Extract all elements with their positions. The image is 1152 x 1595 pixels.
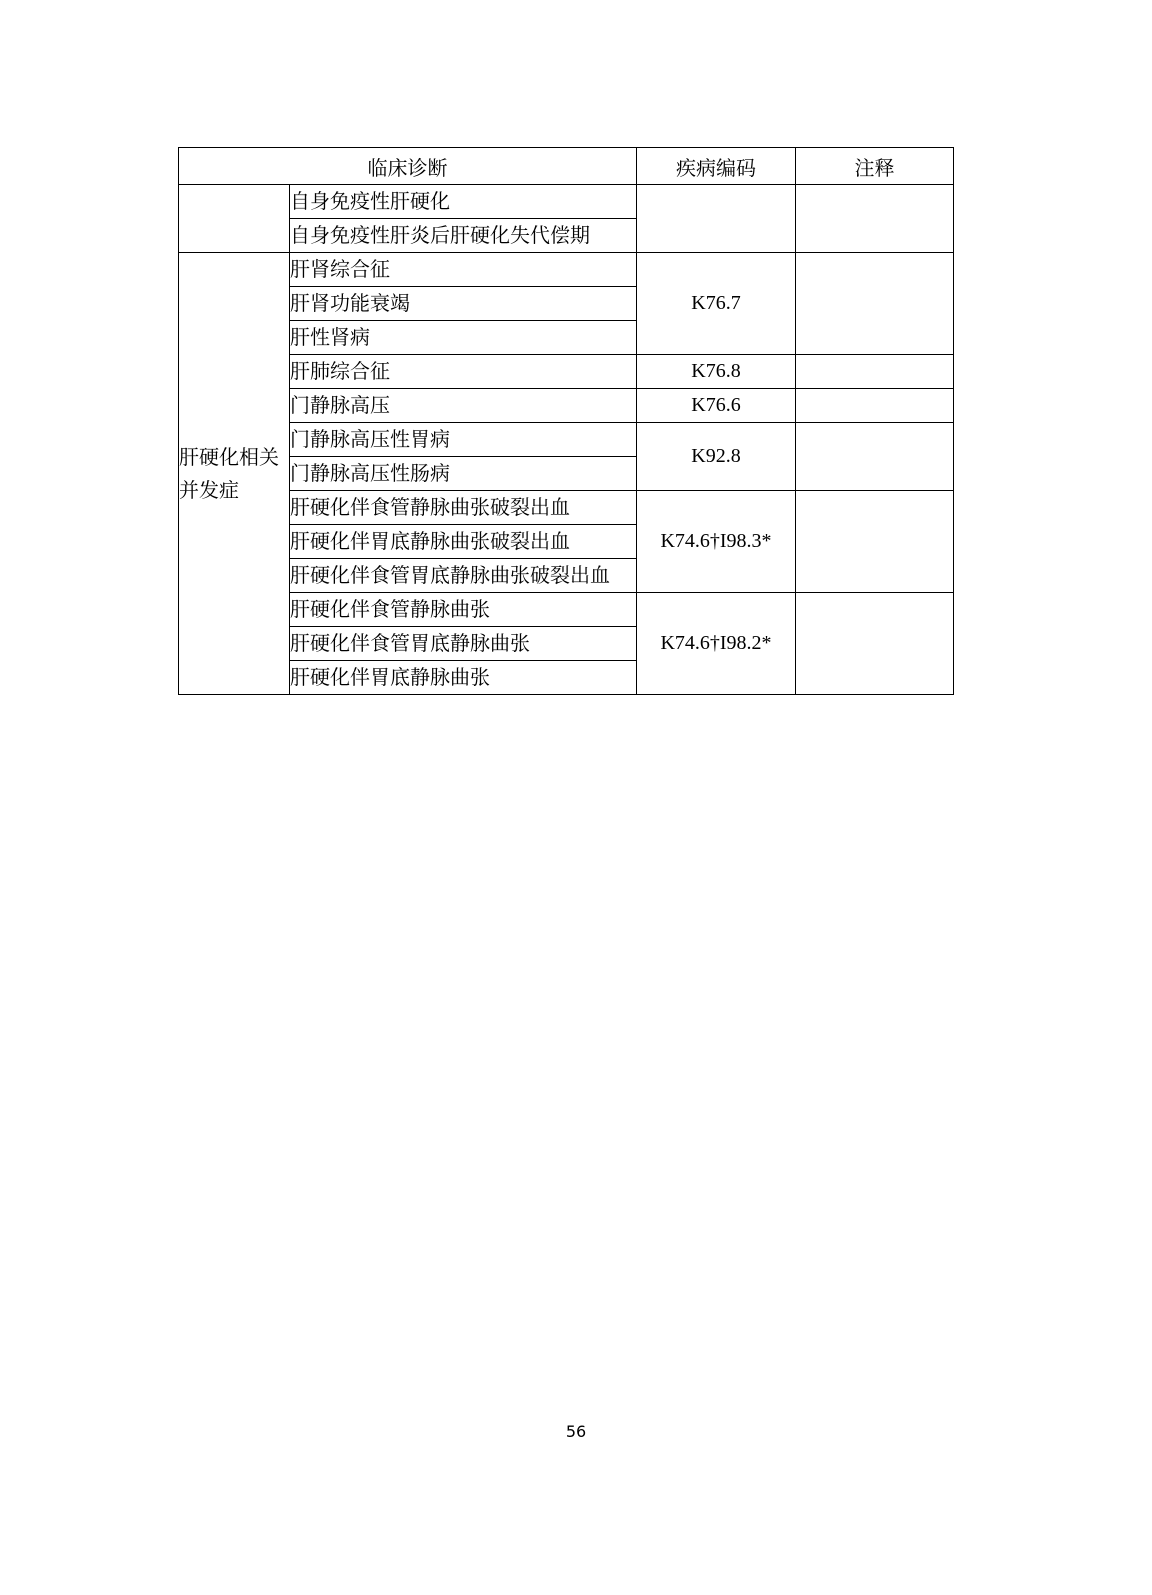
diagnosis-item: 肝硬化伴食管胃底静脉曲张破裂出血 — [290, 559, 637, 593]
note-cell — [796, 423, 954, 491]
header-disease-code: 疾病编码 — [637, 148, 796, 185]
note-cell — [796, 491, 954, 593]
diagnosis-item: 门静脉高压 — [290, 389, 637, 423]
diagnosis-item: 自身免疫性肝炎后肝硬化失代偿期 — [290, 219, 637, 253]
diagnosis-item: 肝硬化伴食管胃底静脉曲张 — [290, 627, 637, 661]
disease-code: K76.8 — [637, 355, 796, 389]
disease-code: K92.8 — [637, 423, 796, 491]
note-cell — [796, 593, 954, 695]
disease-code — [637, 185, 796, 253]
diagnosis-item: 肝硬化伴胃底静脉曲张 — [290, 661, 637, 695]
diagnosis-item: 门静脉高压性胃病 — [290, 423, 637, 457]
diagnosis-table — [178, 147, 954, 695]
table-header-row — [179, 148, 954, 185]
table-row — [179, 593, 954, 627]
diagnosis-item: 肝硬化伴食管静脉曲张破裂出血 — [290, 491, 637, 525]
diagnosis-item: 门静脉高压性肠病 — [290, 457, 637, 491]
category-cell: 肝硬化相关并发症 — [179, 253, 290, 695]
note-cell — [796, 185, 954, 253]
disease-code: K74.6†I98.2* — [637, 593, 796, 695]
diagnosis-item: 肝肾功能衰竭 — [290, 287, 637, 321]
disease-code: K74.6†I98.3* — [637, 491, 796, 593]
diagnosis-item: 肝性肾病 — [290, 321, 637, 355]
diagnosis-item: 肝肺综合征 — [290, 355, 637, 389]
table-row — [179, 355, 954, 389]
table-row — [179, 491, 954, 525]
diagnosis-item: 肝硬化伴食管静脉曲张 — [290, 593, 637, 627]
note-cell — [796, 253, 954, 355]
header-note: 注释 — [796, 148, 954, 185]
table-row — [179, 253, 954, 287]
category-cell — [179, 185, 290, 253]
table-row — [179, 423, 954, 457]
diagnosis-item: 肝硬化伴胃底静脉曲张破裂出血 — [290, 525, 637, 559]
page-number: 56 — [565, 1422, 587, 1441]
note-cell — [796, 355, 954, 389]
header-clinical-diagnosis: 临床诊断 — [179, 148, 637, 185]
disease-code: K76.7 — [637, 253, 796, 355]
table-row — [179, 389, 954, 423]
diagnosis-item: 肝肾综合征 — [290, 253, 637, 287]
disease-code: K76.6 — [637, 389, 796, 423]
diagnosis-item: 自身免疫性肝硬化 — [290, 185, 637, 219]
note-cell — [796, 389, 954, 423]
table-row — [179, 185, 954, 219]
